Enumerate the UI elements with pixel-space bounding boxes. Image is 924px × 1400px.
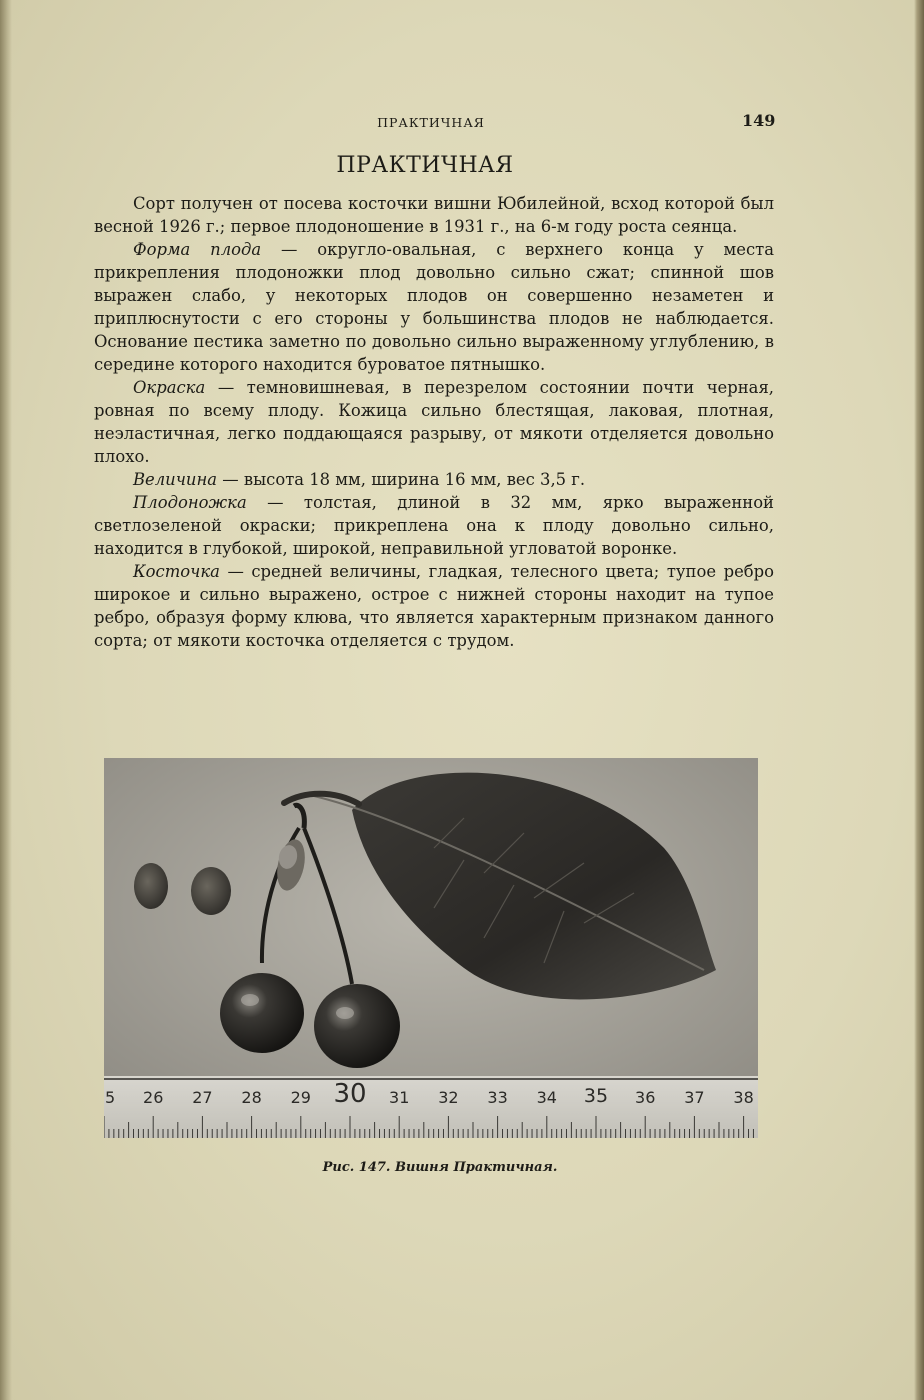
ruler-label: 34 <box>536 1088 557 1107</box>
stalk-term: Плодоножка <box>133 493 247 512</box>
figure-caption: Рис. 147. Вишня Практичная. <box>322 1160 558 1175</box>
ruler-label: 37 <box>684 1088 705 1107</box>
article-body <box>94 192 774 652</box>
stone-term: Косточка <box>133 562 220 581</box>
stone-text: — средней величины, гладкая, телесного цвета; тупое ребро широкое и сильно выражено, острое с нижней стороны находит на тупое ребро, образуя форму клюва, что является характерным признаком данного сорта; от мякоти косточка отделяется с трудом. <box>94 562 774 650</box>
stone-left <box>134 863 168 909</box>
ruler-label: 32 <box>438 1088 459 1107</box>
article-title: ПРАКТИЧНАЯ <box>336 153 514 178</box>
ruler-label: 31 <box>389 1088 410 1107</box>
size-term: Величина <box>133 470 218 489</box>
cherry-right <box>314 984 400 1068</box>
page-number: 149 <box>742 111 776 130</box>
stone-right <box>191 867 231 915</box>
size-text: — высота 18 мм, ширина 16 мм, вес 3,5 г. <box>217 470 586 489</box>
ruler-label: 33 <box>487 1088 508 1107</box>
ruler-label: 27 <box>192 1088 213 1107</box>
size-paragraph <box>94 468 774 491</box>
ruler-label: 28 <box>241 1088 262 1107</box>
color-text: — темновишневая, в перезрелом состоянии почти черная, ровная по всему плоду. Кожица сильно блестящая, лаковая, плотная, неэластичная, легко поддающаяся разрыву, от мякоти отделяется довольно плохо. <box>94 378 774 466</box>
ruler-label: 38 <box>733 1088 754 1107</box>
cherry-photo-figure <box>104 758 758 1138</box>
cherry-photo <box>104 758 758 1138</box>
stone-paragraph <box>94 560 774 652</box>
color-term: Окраска <box>133 378 206 397</box>
intro-paragraph: Сорт получен от посева косточки вишни Юбилейной, всход которой был весной 1926 г.; первое плодоношение в 1931 г., на 6-м году роста сеянца. <box>94 194 774 236</box>
fruit-shape-text: — округло-овальная, с верхнего конца у места прикрепления плодоножки плод довольно сильно сжат; спинной шов выражен слабо, у некоторых плодов он совершенно незаметен и приплюснутости с его стороны у большинства плодов не наблюдается. Основание пестика заметно по довольно сильно выраженному углублению, в середине которого находится буроватое пятнышко. <box>94 240 774 374</box>
cherry-left <box>220 973 304 1053</box>
fruit-shape-term: Форма плода <box>133 240 262 259</box>
stalk-paragraph <box>94 491 774 560</box>
page-left-edge <box>0 0 12 1400</box>
ruler-label: 5 <box>105 1088 116 1107</box>
ruler-label: 36 <box>635 1088 656 1107</box>
ruler-label: 26 <box>143 1088 164 1107</box>
color-paragraph <box>94 376 774 468</box>
ruler <box>104 1076 758 1138</box>
ruler-label: 30 <box>333 1079 367 1109</box>
page-right-edge <box>914 0 924 1400</box>
fruit-shape-paragraph <box>94 238 774 376</box>
stalk-text: — толстая, длиной в 32 мм, ярко выраженной светлозеленой окраски; прикреплена она к плоду довольно сильно, находится в глубокой, широкой, неправильной угловатой воронке. <box>94 493 774 558</box>
running-head: ПРАКТИЧНАЯ <box>377 115 485 130</box>
ruler-label: 35 <box>583 1085 609 1107</box>
ruler-label: 29 <box>290 1088 311 1107</box>
